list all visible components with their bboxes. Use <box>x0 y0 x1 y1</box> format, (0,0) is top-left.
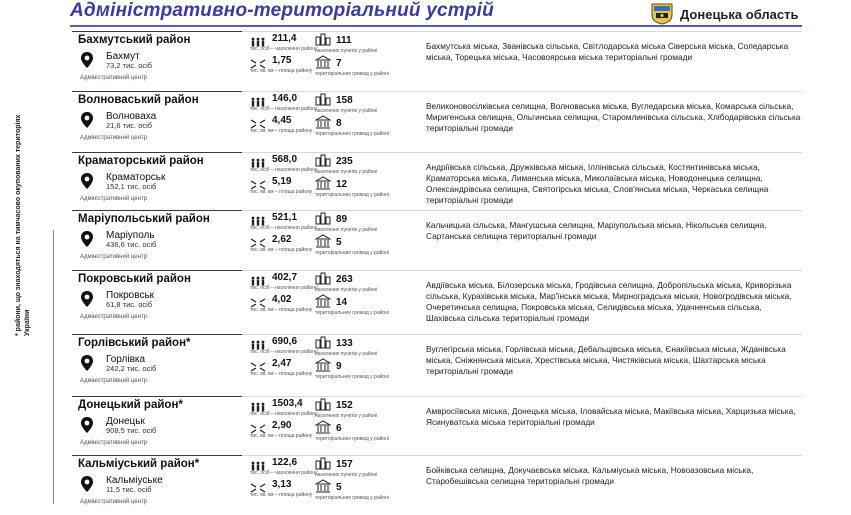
communities-list: Бахмутська міська, Званівська сільська, Світлодарська міська Сіверська міська, Соледарська міська, Торецька міська, Часовоярська міська територіальні громади <box>426 41 789 62</box>
settlements-value: 263 <box>336 274 353 285</box>
admin-center-name: Донецьк <box>106 416 145 427</box>
district-name: Кальміуський район* <box>78 458 200 470</box>
district-block <box>72 210 802 270</box>
settlements-caption: населених пунктів у районі <box>315 108 378 114</box>
communities-caption: територіальних громад у районі <box>315 436 390 442</box>
communities-list: Кальчицька сільська, Мангушська селищна, Маріупольська міська, Нікольська селищна, Сартанська селищна територіальні громади <box>426 220 767 241</box>
area-value: 4,02 <box>272 294 292 305</box>
population-caption: тис. осіб – населення району <box>250 349 318 355</box>
population-value: 690,6 <box>272 336 298 347</box>
population-icon <box>250 337 266 347</box>
population-icon <box>250 155 266 165</box>
settlements-value: 157 <box>336 459 353 470</box>
communities-count: 6 <box>336 423 342 434</box>
area-caption: тис. кв. км – площа району <box>250 247 313 253</box>
area-icon <box>250 295 266 305</box>
communities-icon <box>315 115 331 129</box>
settlements-value: 133 <box>336 338 353 349</box>
district-divider <box>72 31 242 32</box>
communities-list: Андріївська сільська, Дружківська міська, Іллінівська сільська, Костянтинівська міська, Краматорська міська, Лиманська міська, Миколаївська міська, Новодонецька селищна, Олександрівська селищна, Святогірська міська, Слов'янська міська, Черкаська селищна територіальні громади <box>426 162 769 205</box>
settlements-icon <box>315 397 331 411</box>
map-pin-icon <box>80 111 94 129</box>
communities-caption: територіальних громад у районі <box>315 495 390 501</box>
communities-count: 9 <box>336 361 342 372</box>
admin-center-caption: Адміністративний центр <box>80 440 147 446</box>
communities-count: 12 <box>336 179 348 190</box>
area-icon <box>250 177 266 187</box>
settlements-icon <box>315 211 331 225</box>
district-divider <box>72 152 242 153</box>
admin-center-name: Бахмут <box>106 51 140 62</box>
communities-icon <box>315 55 331 69</box>
population-icon <box>250 399 266 409</box>
settlements-caption: населених пунктів у районі <box>315 227 378 233</box>
area-icon <box>250 421 266 431</box>
population-caption: тис. осіб – населення району <box>250 46 318 52</box>
admin-center-caption: Адміністративний центр <box>80 196 147 202</box>
communities-count: 5 <box>336 237 342 248</box>
settlements-icon <box>315 92 331 106</box>
population-icon <box>250 458 266 468</box>
settlements-value: 235 <box>336 156 353 167</box>
area-caption: тис. кв. км – площа району <box>250 307 313 313</box>
communities-icon <box>315 176 331 190</box>
admin-center-name: Маріуполь <box>106 230 155 241</box>
district-divider <box>72 270 242 271</box>
population-icon <box>250 213 266 223</box>
population-icon <box>250 34 266 44</box>
page-title: Адміністративно-територіальний устрій <box>70 0 494 21</box>
settlements-icon <box>315 153 331 167</box>
communities-caption: територіальних громад у районі <box>315 250 390 256</box>
map-pin-icon <box>80 354 94 372</box>
population-value: 521,1 <box>272 212 298 223</box>
settlements-value: 111 <box>336 35 352 46</box>
communities-list: Бойківська селищна, Докучаєвська міська, Кальміуська міська, Новоазовська міська, Старобешівська селищна територіальні громади <box>426 465 754 486</box>
district-divider <box>72 210 242 211</box>
settlements-caption: населених пунктів у районі <box>315 48 378 54</box>
population-value: 402,7 <box>272 272 298 283</box>
settlements-caption: населених пунктів у районі <box>315 169 378 175</box>
population-value: 568,0 <box>272 154 298 165</box>
communities-caption: територіальних громад у районі <box>315 131 390 137</box>
admin-center-name: Покровськ <box>106 290 155 301</box>
communities-count: 14 <box>336 297 348 308</box>
area-value: 5,19 <box>272 176 292 187</box>
communities-icon <box>315 420 331 434</box>
admin-center-population: 908,5 тис. осіб <box>106 426 157 435</box>
district-block <box>72 270 802 330</box>
area-value: 2,47 <box>272 358 292 369</box>
admin-center-caption: Адміністративний центр <box>80 135 147 141</box>
area-caption: тис. кв. км – площа району <box>250 68 313 74</box>
admin-center-population: 11,5 тис. осіб <box>106 485 152 494</box>
area-caption: тис. кв. км – площа району <box>250 492 313 498</box>
map-pin-icon <box>80 475 94 493</box>
admin-center-population: 73,2 тис. осіб <box>106 61 153 70</box>
area-caption: тис. кв. км – площа району <box>250 433 313 439</box>
admin-center-caption: Адміністративний центр <box>80 75 147 81</box>
area-caption: тис. кв. км – площа району <box>250 371 313 377</box>
area-caption: тис. кв. км – площа району <box>250 189 313 195</box>
settlements-value: 89 <box>336 214 348 225</box>
area-value: 4,45 <box>272 115 292 126</box>
area-icon <box>250 56 266 66</box>
district-name: Маріупольський район <box>78 213 210 225</box>
district-name: Покровський район <box>78 273 191 285</box>
settlements-icon <box>315 456 331 470</box>
district-block <box>72 334 802 394</box>
area-icon <box>250 116 266 126</box>
map-pin-icon <box>80 416 94 434</box>
admin-center-caption: Адміністративний центр <box>80 314 147 320</box>
admin-center-name: Краматорськ <box>106 172 166 183</box>
communities-icon <box>315 479 331 493</box>
side-note-text: * райони, що знаходяться на тимчасово окупованих територіях України <box>15 114 31 336</box>
admin-center-population: 242,2 тис. осіб <box>106 364 157 373</box>
donetsk-oblast-emblem-icon <box>650 3 674 25</box>
admin-center-name: Горлівка <box>106 354 146 365</box>
settlements-caption: населених пунктів у районі <box>315 287 378 293</box>
population-caption: тис. осіб – населення району <box>250 225 318 231</box>
map-pin-icon <box>80 172 94 190</box>
district-block <box>72 152 802 212</box>
settlements-caption: населених пунктів у районі <box>315 351 378 357</box>
district-block <box>72 91 802 151</box>
communities-caption: територіальних громад у районі <box>315 192 390 198</box>
side-divider <box>53 230 54 504</box>
population-caption: тис. осіб – населення району <box>250 470 318 476</box>
admin-center-population: 21,6 тис. осіб <box>106 121 153 130</box>
area-value: 2,62 <box>272 234 292 245</box>
district-divider <box>72 455 242 456</box>
communities-count: 8 <box>336 118 342 129</box>
area-icon <box>250 235 266 245</box>
communities-caption: територіальних громад у районі <box>315 310 390 316</box>
population-icon <box>250 273 266 283</box>
communities-count: 5 <box>336 482 342 493</box>
settlements-value: 152 <box>336 400 353 411</box>
admin-center-population: 152,1 тис. осіб <box>106 182 157 191</box>
title-divider <box>70 25 802 27</box>
population-value: 122,6 <box>272 457 298 468</box>
admin-center-population: 436,6 тис. осіб <box>106 240 157 249</box>
map-pin-icon <box>80 51 94 69</box>
population-value: 211,4 <box>272 33 297 44</box>
communities-list: Амвросіївська міська, Донецька міська, Іловайська міська, Макіївська міська, Харцизька міська, Ясинуватська міська територіальні громади <box>426 406 796 427</box>
region-name: Донецька область <box>680 6 799 22</box>
area-value: 3,13 <box>272 479 292 490</box>
admin-center-population: 61,8 тис. осіб <box>106 300 153 309</box>
area-caption: тис. кв. км – площа району <box>250 128 313 134</box>
region-header <box>650 3 799 25</box>
district-divider <box>72 334 242 335</box>
district-divider <box>72 91 242 92</box>
population-caption: тис. осіб – населення району <box>250 285 318 291</box>
settlements-caption: населених пунктів у районі <box>315 413 378 419</box>
population-icon <box>250 94 266 104</box>
district-name: Волноваський район <box>78 94 199 106</box>
communities-caption: територіальних громад у районі <box>315 374 390 380</box>
map-pin-icon <box>80 230 94 248</box>
admin-center-caption: Адміністративний центр <box>80 254 147 260</box>
communities-icon <box>315 294 331 308</box>
population-caption: тис. осіб – населення району <box>250 167 318 173</box>
communities-list: Великоновосілківська селищна, Волноваська міська, Вугледарська міська, Комарська сільська, Миригенська селищна, Ольгинська селищна, Старомлинівська сільська, Хлібодарівська сільська територіальні громади <box>426 101 801 133</box>
communities-icon <box>315 358 331 372</box>
settlements-value: 158 <box>336 95 353 106</box>
population-caption: тис. осіб – населення району <box>250 106 318 112</box>
admin-center-caption: Адміністративний центр <box>80 378 147 384</box>
area-value: 2,90 <box>272 420 292 431</box>
settlements-icon <box>315 32 331 46</box>
communities-icon <box>315 234 331 248</box>
admin-center-name: Кальміуське <box>106 475 163 486</box>
admin-center-caption: Адміністративний центр <box>80 499 147 505</box>
communities-list: Вуглегірська міська, Горлівська міська, Дебальцівська міська, Єнакіївська міська, Жданівська міська, Сніжнянська міська, Хрестівська міська, Чистяківська міська, Шахтарська міська територіальні громади <box>426 344 786 376</box>
area-icon <box>250 480 266 490</box>
area-value: 1,75 <box>272 55 292 66</box>
district-name: Горлівський район* <box>78 337 191 349</box>
communities-list: Авдіївська міська, Білозерська міська, Гродівська селищна, Добропільська міська, Криворізька сільська, Курахівська міська, Мар'їнська міська, Мирноградська міська, Новогродівська міська, Очеретинська селищна, Покровська міська, Селидівська міська, Удачненська сільська, Шахівська сільська територіальні громади <box>426 280 792 323</box>
district-name: Донецький район* <box>78 399 183 411</box>
population-value: 1503,4 <box>272 398 303 409</box>
district-name: Бахмутський район <box>78 34 191 46</box>
settlements-icon <box>315 335 331 349</box>
district-name: Краматорський район <box>78 155 204 167</box>
communities-count: 7 <box>336 58 342 69</box>
population-value: 146,0 <box>272 93 298 104</box>
settlements-icon <box>315 271 331 285</box>
population-caption: тис. осіб – населення району <box>250 411 318 417</box>
district-block <box>72 31 802 91</box>
district-block <box>72 455 802 515</box>
communities-caption: територіальних громад у районі <box>315 71 390 77</box>
settlements-caption: населених пунктів у районі <box>315 472 378 478</box>
district-block <box>72 396 802 456</box>
district-divider <box>72 396 242 397</box>
admin-center-name: Волноваха <box>106 111 157 122</box>
area-icon <box>250 359 266 369</box>
map-pin-icon <box>80 290 94 308</box>
